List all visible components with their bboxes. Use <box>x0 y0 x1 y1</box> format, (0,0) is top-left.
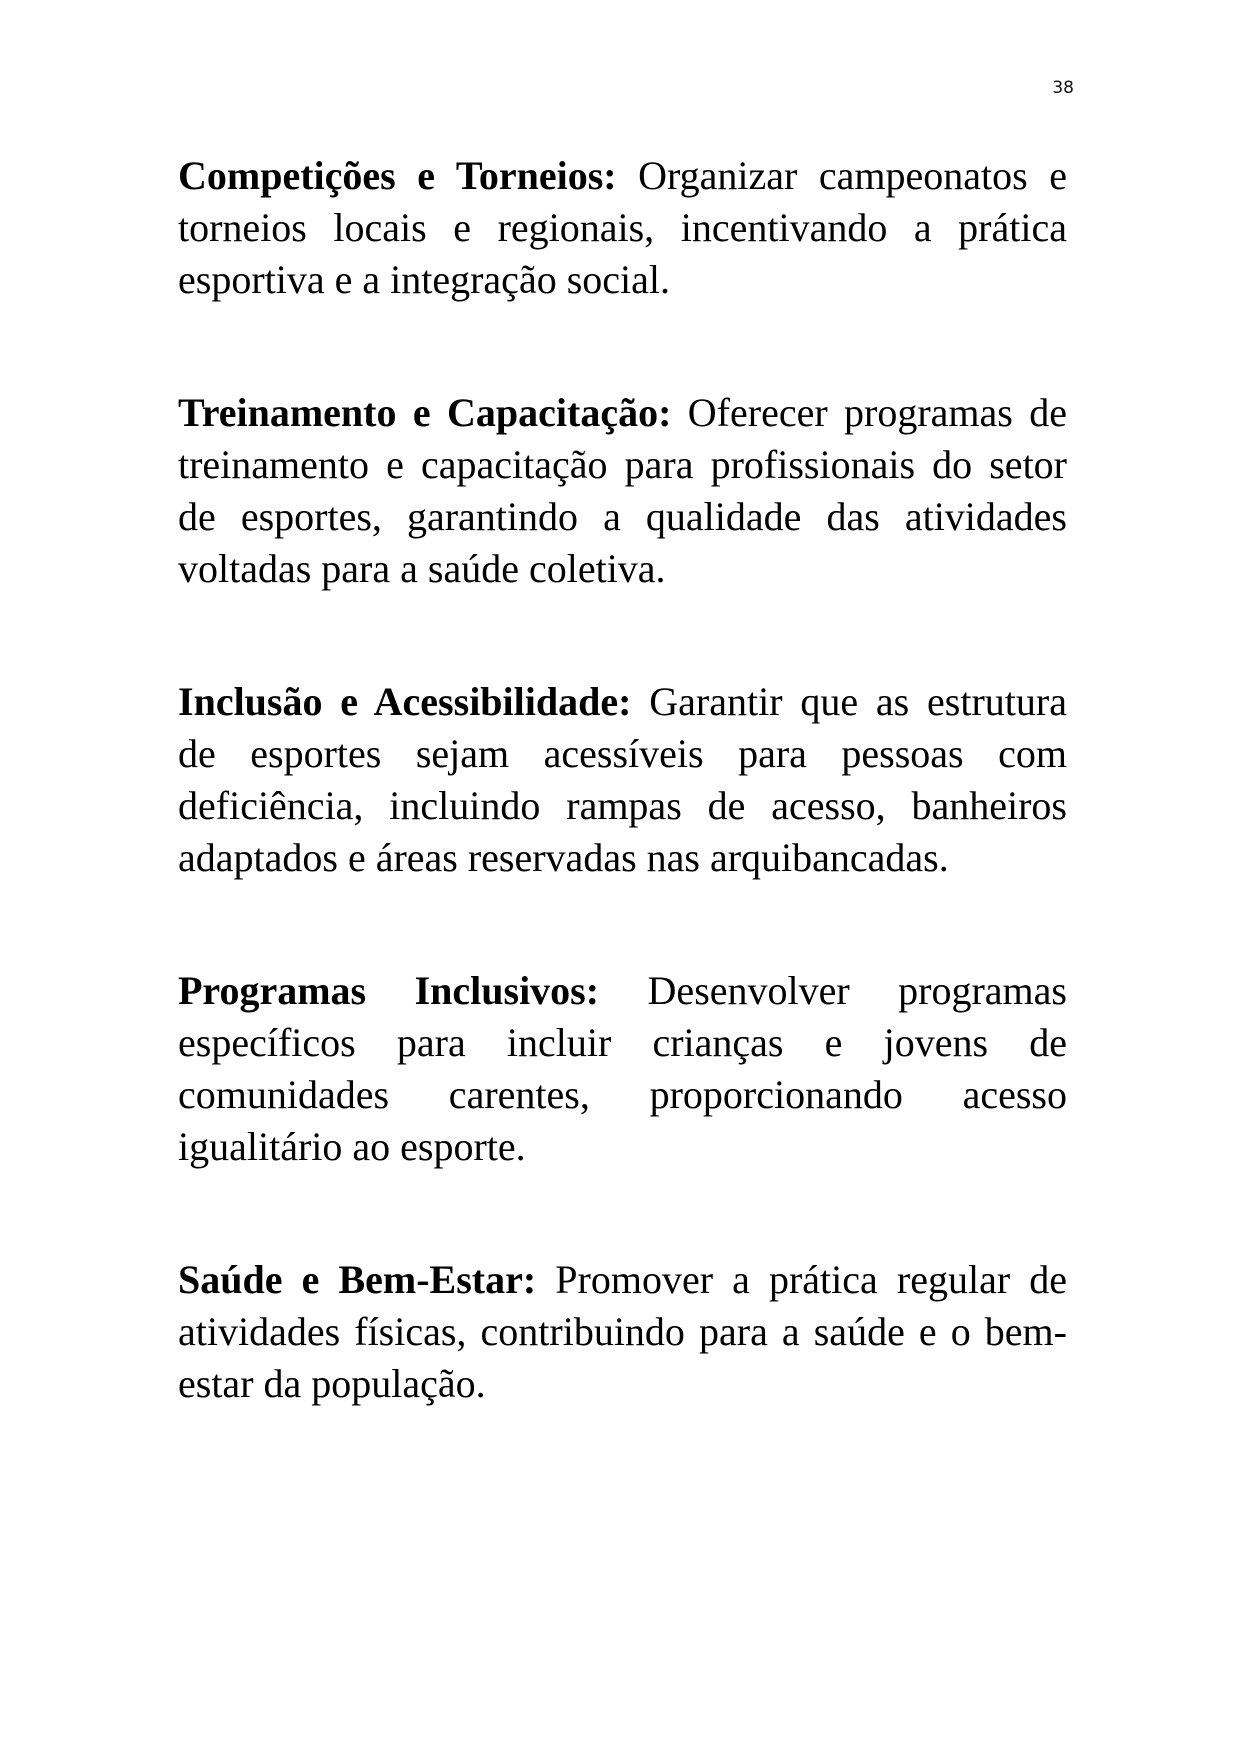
paragraph-title: Saúde e Bem-Estar: <box>178 1257 537 1302</box>
paragraph-title: Treinamento e Capacitação: <box>178 390 672 435</box>
paragraph-title: Programas Inclusivos: <box>178 968 600 1013</box>
paragraph-inclusao-acessibilidade <box>178 676 1067 884</box>
page-number: 38 <box>1052 78 1074 98</box>
paragraph-text: Promover a prática regular de atividades físicas, contribuindo para a saúde e o bem-estar da população. <box>178 1257 1068 1406</box>
paragraph-text: Garantir que as estrutura de esportes sejam acessíveis para pessoas com deficiência, incluindo rampas de acesso, banheiros adaptados e áreas reservadas nas arquibancadas. <box>178 679 1067 880</box>
paragraph-saude-bem-estar <box>178 1254 1067 1410</box>
paragraph-text: Desenvolver programas específicos para incluir crianças e jovens de comunidades carentes, proporcionando acesso igualitário ao esporte. <box>178 968 1067 1169</box>
paragraph-programas-inclusivos <box>178 965 1067 1173</box>
paragraph-title: Inclusão e Acessibilidade: <box>178 679 632 724</box>
paragraph-text: Organizar campeonatos e torneios locais e regionais, incentivando a prática esportiva e a integração social. <box>178 153 1067 302</box>
paragraph-text: Oferecer programas de treinamento e capacitação para profissionais do setor de esportes, garantindo a qualidade das atividades voltadas para a saúde coletiva. <box>178 390 1067 591</box>
content-body <box>178 150 1067 1410</box>
paragraph-competicoes-torneios <box>178 150 1067 306</box>
paragraph-treinamento-capacitacao <box>178 387 1067 595</box>
paragraph-title: Competições e Torneios: <box>178 153 617 198</box>
